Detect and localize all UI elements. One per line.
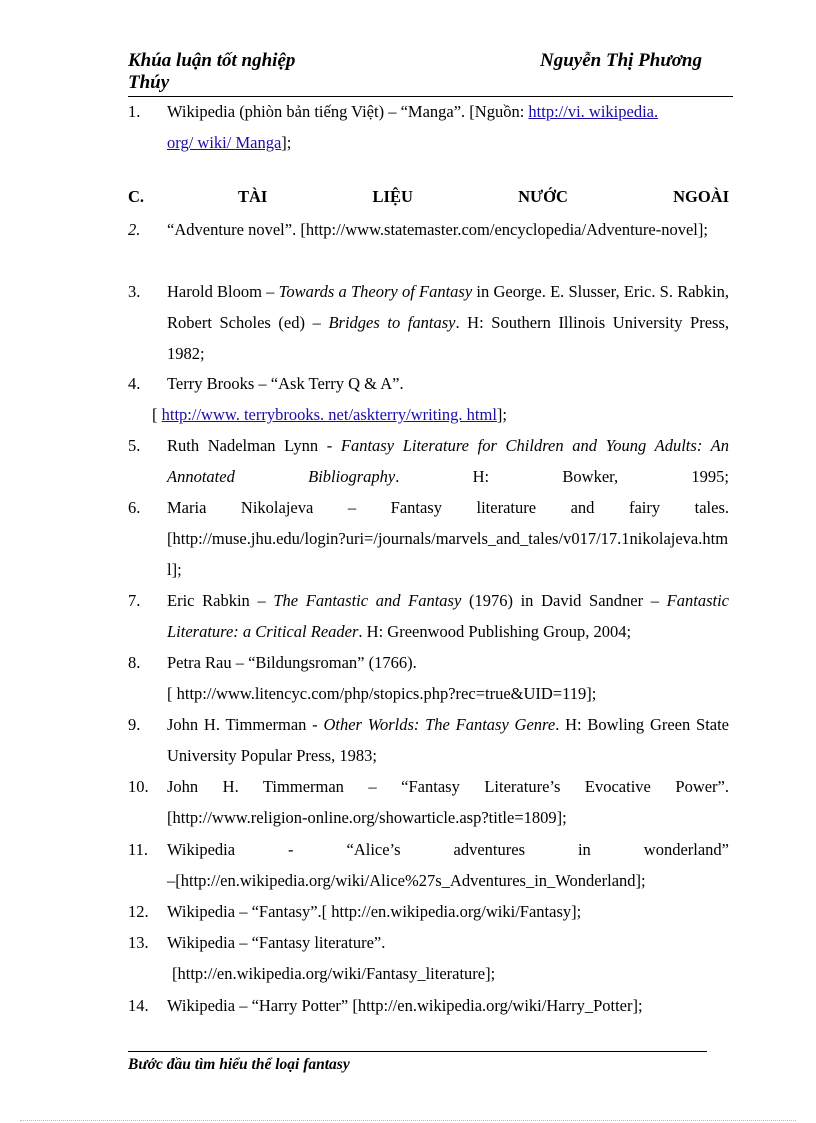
entry-number: 13. (128, 933, 149, 952)
book-title: Bridges to fantasy (328, 313, 456, 332)
page-edge-divider (20, 1120, 796, 1121)
terrybrooks-link[interactable]: http://www. terrybrooks. net/askterry/writing. html (161, 405, 497, 424)
header-title-cont: Thúy (128, 72, 170, 93)
reference-entry-9: 9. John H. Timmerman - Other Worlds: The Fantasy Genre. H: Bowling Green State University Popular Press, 1983; (128, 709, 729, 771)
reference-entry-6: 6. Maria Nikolajeva – Fantasy literature and fairy tales. (128, 492, 729, 523)
entry-number: 3. (128, 282, 141, 301)
book-title: Towards a Theory of Fantasy (278, 282, 473, 301)
reference-entry-11-url: –[http://en.wikipedia.org/wiki/Alice%27s_Adventures_in_Wonderland]; (167, 871, 646, 890)
entry-number: 8. (128, 653, 141, 672)
reference-entry-10: 10. John H. Timmerman – “Fantasy Literature’s Evocative Power”. (128, 771, 729, 802)
reference-entry-6-url: [http://muse.jhu.edu/login?uri=/journals/marvels_and_tales/v017/17.1nikolajeva.html]; (167, 529, 729, 579)
entry-number: 4. (128, 374, 141, 393)
reference-entry-13: 13. Wikipedia – “Fantasy literature”. (128, 927, 729, 958)
entry-number: 9. (128, 715, 141, 734)
book-title: Fantasy Literature for Children and Young Adults: An Annotated Bibliography (167, 436, 729, 486)
reference-entry-7: 7. Eric Rabkin – The Fantastic and Fantasy (1976) in David Sandner – Fantastic Literature: a Critical Reader. H: Greenwood Publishing Group, 2004; (128, 585, 729, 647)
entry-number: 10. (128, 777, 149, 796)
entry-number: 14. (128, 996, 149, 1015)
reference-entry-2: 2. “Adventure novel”. [http://www.statemaster.com/encyclopedia/Adventure-novel]; (128, 214, 729, 245)
header-left (128, 50, 295, 94)
entry-number: 1. (128, 102, 141, 121)
reference-entry-12: 12. Wikipedia – “Fantasy”.[ http://en.wikipedia.org/wiki/Fantasy]; (128, 896, 729, 927)
reference-entry-4-url: [ http://www. terrybrooks. net/askterry/writing. html]; (152, 405, 508, 424)
book-title: Fantastic Literature: a Critical Reader (167, 591, 729, 641)
footer-text: Bước đầu tìm hiểu thể loại fantasy (128, 1056, 350, 1073)
reference-entry-14: 14. Wikipedia – “Harry Potter” [http://en.wikipedia.org/wiki/Harry_Potter]; (128, 990, 729, 1021)
entry-number: 6. (128, 498, 141, 517)
manga-link-part-1[interactable]: http://vi. wikipedia. (528, 102, 659, 121)
reference-entry-11: 11. Wikipedia - “Alice’s adventures in wonderland” (128, 834, 729, 865)
reference-entry-8: 8. Petra Rau – “Bildungsroman” (1766). (128, 647, 729, 678)
reference-entry-3: 3. Harold Bloom – Towards a Theory of Fantasy in George. E. Slusser, Eric. S. Rabkin, Robert Scholes (ed) – Bridges to fantasy. H: Southern Illinois University Press, 1982; (128, 276, 729, 369)
entry-number: 12. (128, 902, 149, 921)
entry-number: 2. (128, 220, 141, 239)
reference-entry-5: 5. Ruth Nadelman Lynn - Fantasy Literature for Children and Young Adults: An Annotated Bibliography. H: Bowker, 1995; (128, 430, 729, 492)
entry-number: 11. (128, 840, 149, 859)
reference-entry-1: 1. Wikipedia (phiòn bản tiếng Việt) – “Manga”. [Nguồn: http://vi. wikipedia. org/ wiki/ Manga]; (128, 96, 729, 158)
entry-number: 7. (128, 591, 141, 610)
section-word: TÀI (238, 187, 268, 206)
section-heading-c (128, 184, 729, 210)
header-author: Nguyễn Thị Phương (540, 50, 702, 71)
reference-entry-13-url: [http://en.wikipedia.org/wiki/Fantasy_literature]; (172, 964, 496, 983)
header-title: Khúa luận tốt nghiệp (128, 50, 296, 71)
reference-entry-10-url: [http://www.religion-online.org/showarticle.asp?title=1809]; (167, 808, 567, 827)
section-word: NGOÀI (673, 187, 729, 206)
section-word: LIỆU (372, 187, 413, 206)
book-title: The Fantastic and Fantasy (273, 591, 462, 610)
entry-number: 5. (128, 436, 141, 455)
manga-link-part-2[interactable]: org/ wiki/ Manga (167, 133, 282, 152)
section-label: C. (128, 187, 145, 206)
reference-entry-8-url: [ http://www.litencyc.com/php/stopics.php?rec=true&UID=119]; (167, 684, 597, 703)
footer-rule (128, 1051, 707, 1052)
section-word: NƯỚC (518, 187, 568, 206)
reference-entry-4: 4. Terry Brooks – “Ask Terry Q & A”. (128, 368, 729, 399)
book-title: Other Worlds: The Fantasy Genre (323, 715, 556, 734)
